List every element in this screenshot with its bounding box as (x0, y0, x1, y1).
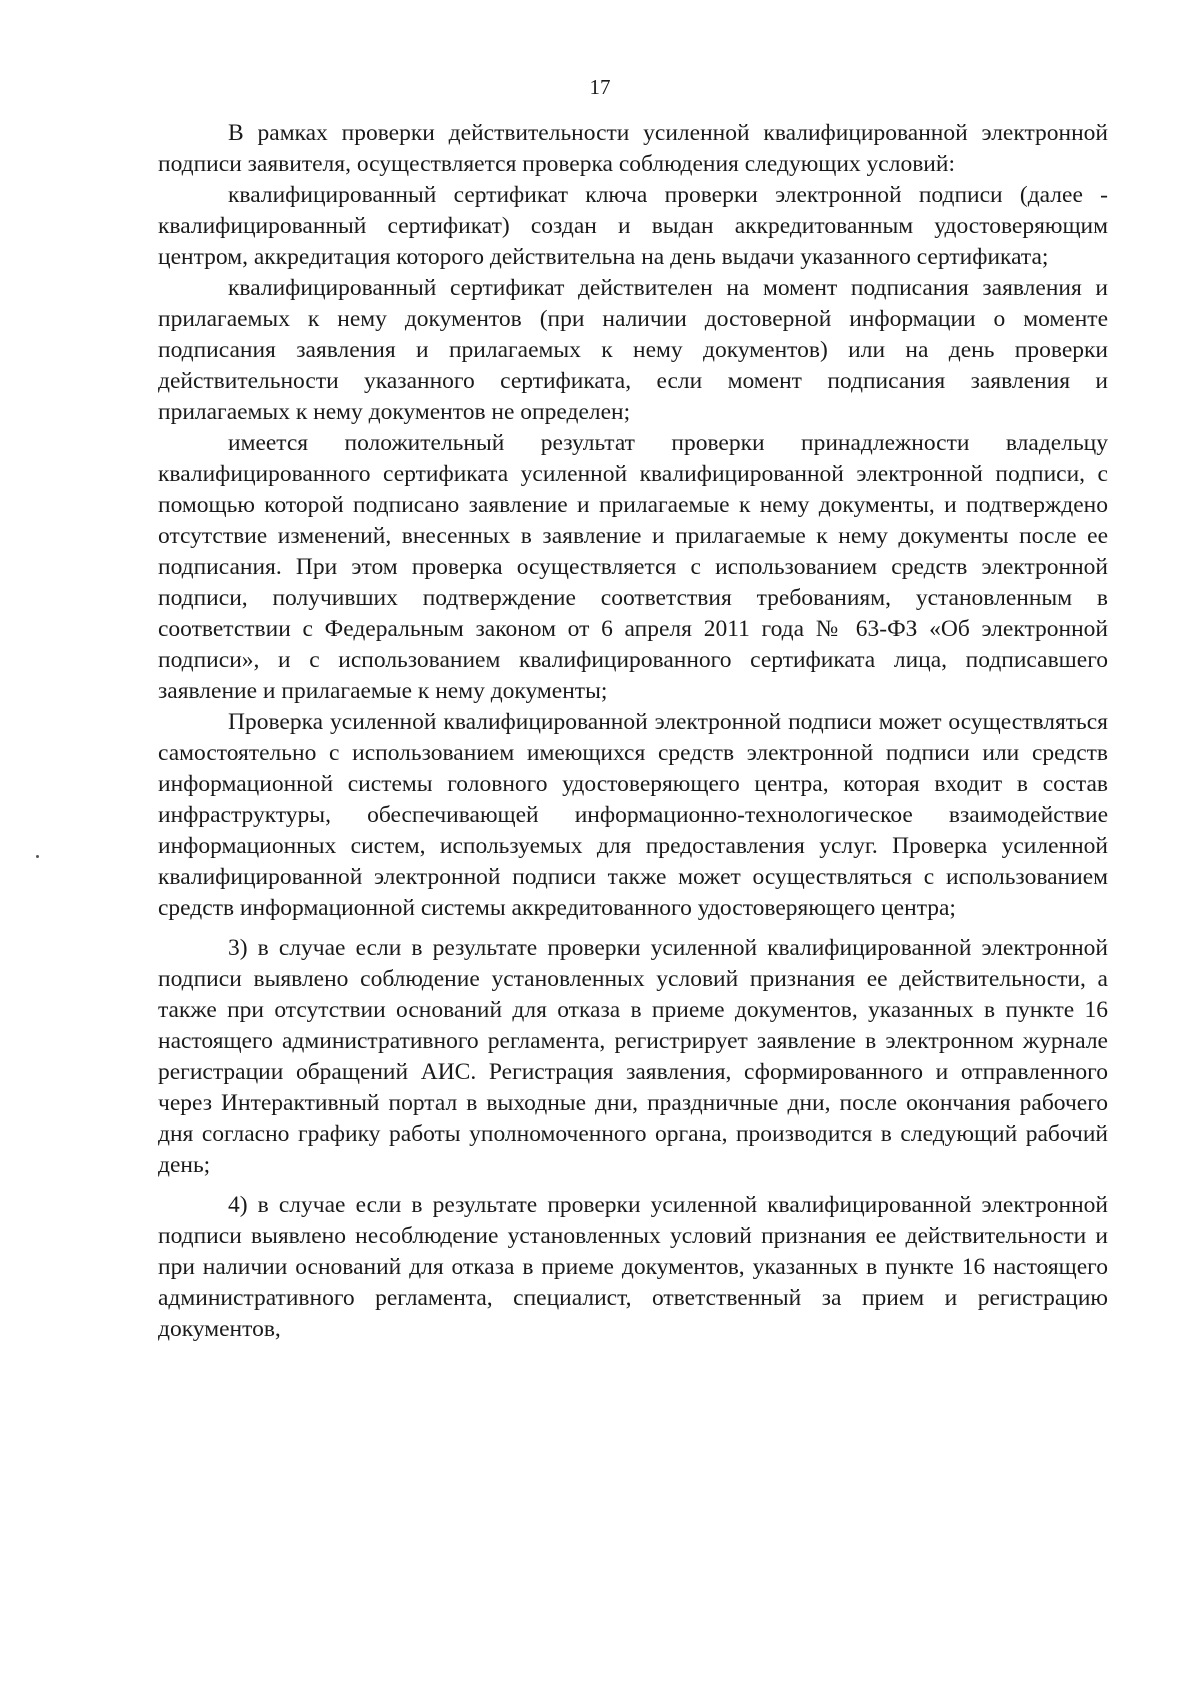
paragraph-certificate-issued: квалифицированный сертификат ключа проверки электронной подписи (далее - квалифицированный сертификат) создан и выдан аккредитованным удостоверяющим центром, аккредитация которого действительна на день выдачи указанного сертификата; (158, 182, 1108, 270)
paragraph-item-4: 4) в случае если в результате проверки усиленной квалифицированной электронной подписи выявлено несоблюдение установленных условий признания ее действительности и при наличии оснований для отказа в приеме документов, указанных в пункте 16 настоящего административного регламента, специалист, ответственный за прием и регистрацию документов, (158, 1192, 1108, 1342)
page-number: 17 (589, 75, 611, 99)
document-body (158, 118, 1108, 1345)
paragraph-certificate-valid: квалифицированный сертификат действителен на момент подписания заявления и прилагаемых к нему документов (при наличии достоверной информации о моменте подписания заявления и прилагаемых к нему документов) или на день проверки действительности указанного сертификата, если момент подписания заявления и прилагаемых к нему документов не определен; (158, 275, 1108, 425)
paragraph-item-3: 3) в случае если в результате проверки усиленной квалифицированной электронной подписи выявлено соблюдение установленных условий признания ее действительности, а также при отсутствии оснований для отказа в приеме документов, указанных в пункте 16 настоящего административного регламента, регистрирует заявление в электронном журнале регистрации обращений АИС. Регистрация заявления, сформированного и отправленного через Интерактивный портал в выходные дни, праздничные дни, после окончания рабочего дня согласно графику работы уполномоченного органа, производится в следующий рабочий день; (158, 935, 1108, 1178)
scan-speck (36, 855, 39, 858)
paragraph-ownership-check: имеется положительный результат проверки принадлежности владельцу квалифицированного сертификата усиленной квалифицированной электронной подписи, с помощью которой подписано заявление и прилагаемые к нему документы, и подтверждено отсутствие изменений, внесенных в заявление и прилагаемые к нему документы после ее подписания. При этом проверка осуществляется с использованием средств электронной подписи, получивших подтверждение соответствия требованиям, установленным в соответствии с Федеральным законом от 6 апреля 2011 года № 63-ФЗ «Об электронной подписи», и с использованием квалифицированного сертификата лица, подписавшего заявление и прилагаемые к нему документы; (158, 430, 1108, 704)
paragraph-verification-means: Проверка усиленной квалифицированной электронной подписи может осуществляться самостоятельно с использованием имеющихся средств электронной подписи или средств информационной системы головного удостоверяющего центра, которая входит в состав инфраструктуры, обеспечивающей информационно-технологическое взаимодействие информационных систем, используемых для предоставления услуг. Проверка усиленной квалифицированной электронной подписи также может осуществляться с использованием средств информационной системы аккредитованного удостоверяющего центра; (158, 709, 1108, 921)
paragraph-intro: В рамках проверки действительности усиленной квалифицированной электронной подписи заявителя, осуществляется проверка соблюдения следующих условий: (158, 120, 1108, 177)
